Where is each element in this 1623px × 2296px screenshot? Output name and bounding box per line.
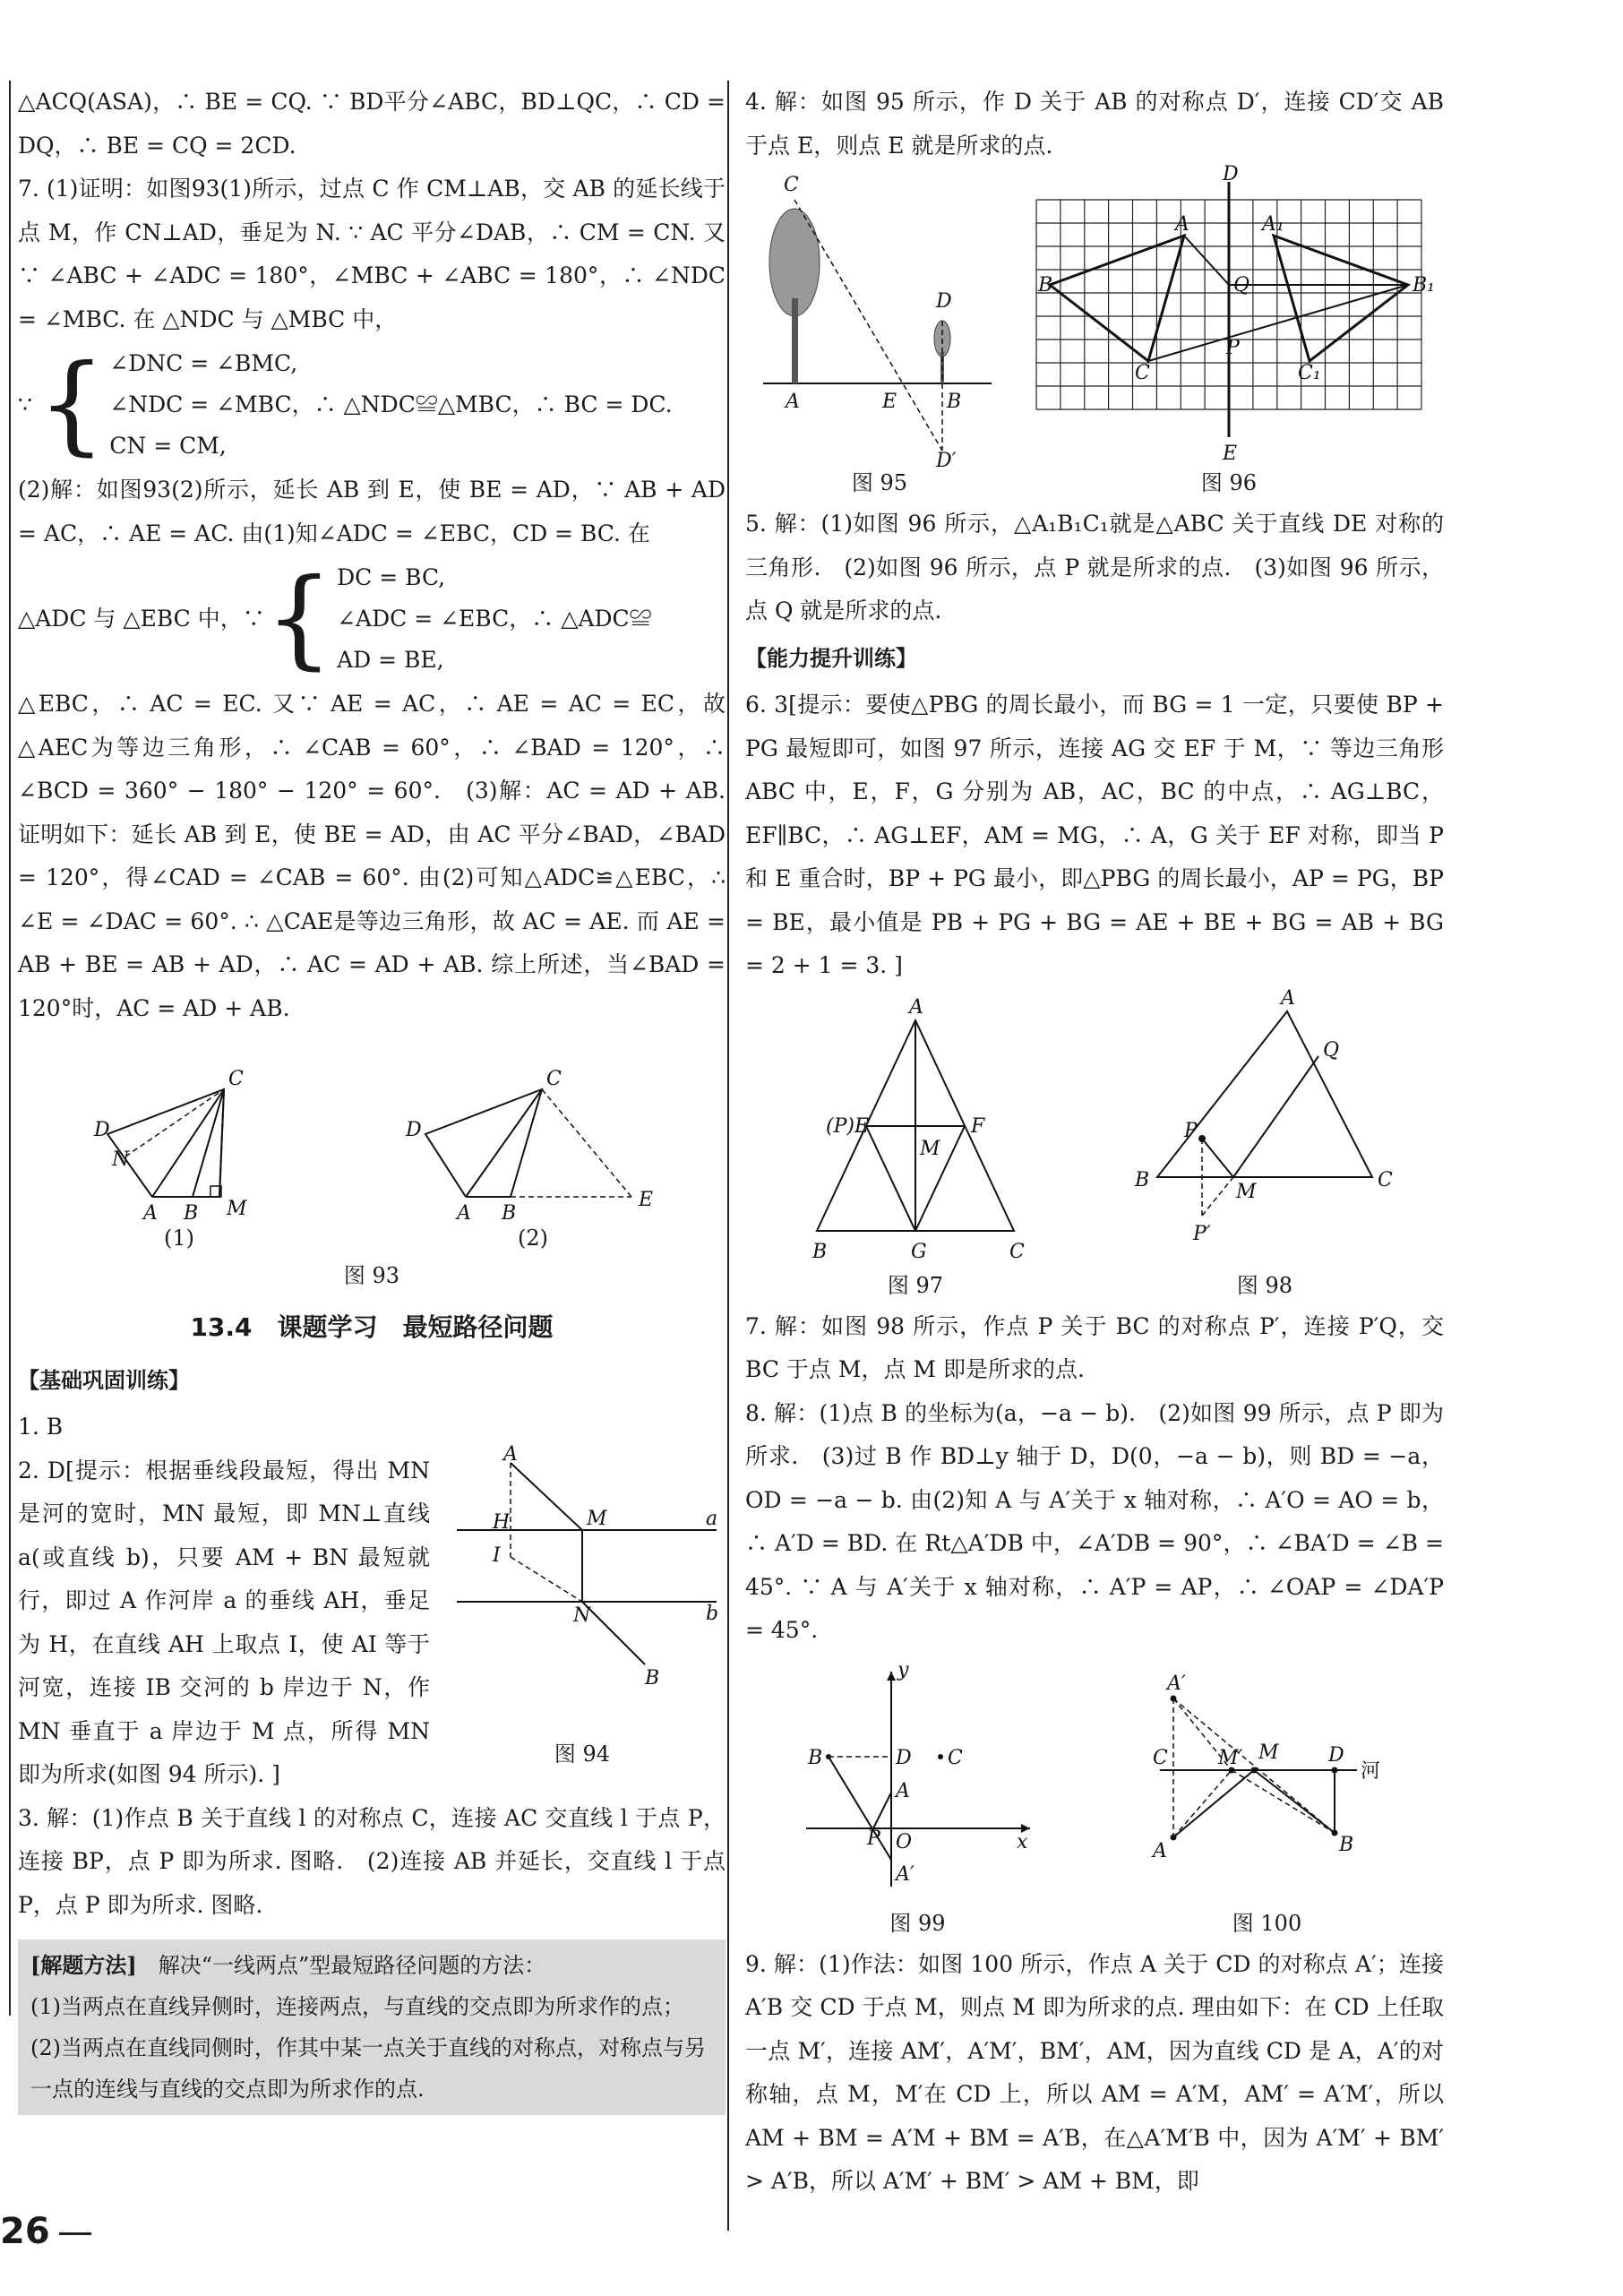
figure-100 [1133, 1658, 1402, 1938]
figure-97-caption: 图 97 [887, 1272, 944, 1298]
answer-9: 9. 解：(1)作法：如图 100 所示，作点 A 关于 CD 的对称点 A′；连接 A′B 交 CD 于点 M，则点 M 即为所求的点. 理由如下：在 CD 上任取一点 M′，连接 AM′，A′M′，BM′，AM，因为直线 CD 是 A，A′的对称轴，点 M，M′在 CD 上，所以 AM = A′M，AM′ = A′M′，所以 AM + BM = A′M + BM = A′B，在△A′M′B 中，因为 A′M′ + BM′ > A′B，所以 A′M′ + BM′ > AM + BM，即 [745, 1950, 1444, 2194]
svg-text:D: D [1327, 1743, 1344, 1767]
figure-95 [759, 173, 1000, 497]
svg-text:A: A [909, 995, 923, 1019]
svg-text:E: E [1223, 443, 1238, 465]
svg-text:C: C [1152, 1746, 1168, 1769]
svg-text:x: x [1016, 1830, 1027, 1853]
method-tip-box [18, 1939, 726, 2115]
answer-7: 7. 解：如图 98 所示，作点 P 关于 BC 的对称点 P′，连接 P′Q，交 BC 于点 M，点 M 即是所求的点. [745, 1312, 1444, 1382]
svg-text:A: A [895, 1779, 910, 1802]
page-number [0, 2211, 91, 2252]
svg-text:C: C [947, 1746, 963, 1769]
svg-text:C: C [228, 1068, 244, 1090]
advanced-training-tag: 【能力提升训练】 [745, 645, 917, 671]
svg-text:P: P [866, 1827, 880, 1850]
svg-text:Q: Q [1323, 1038, 1340, 1062]
para-6-end: △ACQ(ASA)，∴ BE = CQ. ∵ BD平分∠ABC，BD⊥QC，∴ CD = DQ，∴ BE = CQ = 2CD. [18, 89, 726, 159]
svg-text:D: D [936, 290, 952, 313]
svg-text:C: C [1378, 1168, 1393, 1191]
svg-text:O: O [895, 1830, 912, 1853]
figure-99-caption: 图 99 [889, 1910, 946, 1936]
svg-text:B: B [1038, 274, 1053, 297]
section-title: 13.4 课题学习 最短路径问题 [190, 1312, 554, 1342]
answer-2: 2. D[提示：根据垂线段最短，得出 MN 是河的宽时，MN 最短，即 MN⊥直线 a(或直线 b)，只要 AM + BN 最短就行，即过 A 作河岸 a 的垂线 AH，垂足为 H，在直线 AH 上取点 I，使 AI 等于河宽，连接 IB 交河的 b 岸边于 N，作 MN 垂直于 a 岸边于 M 点，所得 MN 即为所求(如图 94 所示). ] [18, 1457, 430, 1787]
figures-95-96 [745, 163, 1444, 497]
system-7-2-prefix: △ADC 与 △EBC 中，∵ [18, 605, 265, 632]
svg-text:b: b [706, 1602, 719, 1625]
left-margin-rule [9, 81, 11, 2016]
para-7-part1: 7. (1)证明：如图93(1)所示，过点 C 作 CM⊥AB，交 AB 的延长线于点 M，作 CN⊥AD，垂足为 N. ∵ AC 平分∠DAB，∴ CM = CN. 又∵ ∠ABC + ∠ADC = 180°，∠MBC + ∠ABC = 180°，∴ ∠NDC = ∠MBC. 在 △NDC 与 △MBC 中， [18, 176, 726, 332]
column-divider [727, 81, 729, 2231]
svg-text:E: E [639, 1189, 654, 1211]
svg-text:M: M [1236, 1180, 1257, 1203]
svg-text:A₁: A₁ [1262, 213, 1284, 236]
system-7-2-line3: AD = BE, [337, 647, 444, 673]
figure-100-caption: 图 100 [1232, 1910, 1302, 1936]
figure-94-caption: 图 94 [554, 1741, 611, 1767]
svg-text:F: F [971, 1114, 985, 1138]
river-label: 河 [1360, 1759, 1380, 1783]
svg-text:B: B [947, 391, 962, 413]
svg-text:H: H [493, 1510, 511, 1534]
tip-title: [解题方法] [30, 1952, 137, 1978]
svg-text:Q: Q [1233, 274, 1250, 297]
figure-96 [1027, 163, 1435, 497]
svg-text:B₁: B₁ [1413, 274, 1435, 297]
system-7-1-line3: CN = CM, [109, 433, 227, 459]
basic-training-tag: 【基础巩固训练】 [18, 1367, 190, 1393]
system-7-2-line1: DC = BC, [337, 564, 446, 590]
para-7-part3: △EBC，∴ AC = EC. 又∵ AE = AC，∴ AE = AC = EC，故△AEC为等边三角形，∴ ∠CAB = 60°，∴ ∠BAD = 120°，∴ ∠BCD = 360° − 180° − 120° = 60°. (3)解：AC = AD + AB. 证明如下：延长 AB 到 E，使 BE = AD，由 AC 平分∠BAD，∠BAD = 120°，得∠CAD = ∠CAB = 60°. 由(2)可知△ADC≌△EBC，∴ ∠E = ∠DAC = 60°. ∴ △CAE是等边三角形，故 AC = AE. 而 AE = AB + BE = AB + AD，∴ AC = AD + AB. 综上所述，当∠BAD = 120°时，AC = AD + AB. [18, 691, 726, 1021]
svg-text:D: D [94, 1119, 110, 1141]
svg-text:y: y [897, 1658, 908, 1681]
answer-6: 6. 3[提示：要使△PBG 的周长最小，而 BG = 1 一定，只要使 BP + PG 最短即可，如图 97 所示，连接 AG 交 EF 于 M，∵ 等边三角形 ABC 中，E，F，G 分别为 AB，AC，BC 的中点，∴ AG⊥BC，EF∥BC，∴ AG⊥EF，AM = MG，∴ A，G 关于 EF 对称，即当 P 和 E 重合时，BP + PG 最小，即△PBG 的周长最小，AP = PG，BP = BE，最小值是 PB + PG + BG = AE + BE + BG = AB + BG = 2 + 1 = 3. ] [745, 692, 1444, 978]
svg-text:A: A [786, 391, 800, 413]
svg-text:I: I [493, 1544, 501, 1567]
question-2-block [18, 1442, 726, 1797]
answer-1: 1. B [18, 1414, 64, 1440]
svg-text:A: A [457, 1202, 471, 1225]
figure-97 [781, 993, 1050, 1300]
figure-96-caption: 图 96 [1200, 470, 1258, 495]
figure-93-2-label: (2) [518, 1225, 548, 1251]
svg-text:D: D [895, 1746, 912, 1769]
svg-text:G: G [911, 1240, 927, 1263]
svg-text:M: M [227, 1198, 247, 1220]
svg-text:A: A [1152, 1839, 1167, 1862]
figure-93-2 [399, 1036, 667, 1252]
figures-99-100 [745, 1658, 1444, 1938]
svg-text:(P)E: (P)E [826, 1114, 870, 1138]
answer-3: 3. 解：(1)作点 B 关于直线 l 的对称点 C，连接 AC 交直线 l 于点 P，连接 BP，点 P 即为所求. 图略. (2)连接 AB 并延长，交直线 l 于点 P，点 P 即为所求. 图略. [18, 1804, 726, 1918]
figure-93-1 [76, 1036, 282, 1252]
svg-text:B: B [812, 1240, 828, 1263]
figure-93 [18, 1036, 726, 1252]
answer-4: 4. 解：如图 95 所示，作 D 关于 AB 的对称点 D′，连接 CD′交 AB 于点 E，则点 E 就是所求的点. [745, 89, 1444, 159]
svg-text:B: B [645, 1666, 660, 1690]
svg-text:B: B [184, 1202, 199, 1225]
svg-text:N: N [573, 1604, 591, 1627]
svg-text:A′: A′ [895, 1862, 915, 1886]
svg-text:C: C [1135, 362, 1150, 384]
right-column [745, 81, 1444, 2204]
svg-text:D: D [1223, 163, 1239, 185]
tip-item-2: (2)当两点在直线同侧时，作其中某一点关于直线的对称点，对称点与另一点的连线与直线的交点即为所求作的点. [30, 2035, 706, 2102]
svg-text:M: M [920, 1137, 940, 1160]
svg-text:P: P [1226, 337, 1240, 359]
page-number-dash [59, 2232, 91, 2235]
system-7-1: ∵ { ∠DNC = ∠BMC, ∠NDC = ∠MBC，∴ △NDC≌△MBC，∴ BC = DC. CN = CM, [18, 342, 673, 467]
system-7-2-line2: ∠ADC = ∠EBC，∴ △ADC≌ [337, 606, 652, 632]
svg-text:a: a [706, 1507, 718, 1530]
figures-97-98 [745, 986, 1444, 1300]
svg-text:A: A [1175, 213, 1189, 236]
svg-text:M′: M′ [1217, 1746, 1243, 1769]
para-7-part2: (2)解：如图93(2)所示，延长 AB 到 E，使 BE = AD，∵ AB + AD = AC，∴ AE = AC. 由(1)知∠ADC = ∠EBC，CD = BC. 在 [18, 477, 726, 546]
svg-text:P′: P′ [1193, 1222, 1211, 1245]
svg-text:N: N [112, 1148, 130, 1171]
figure-98-caption: 图 98 [1236, 1272, 1293, 1298]
svg-text:M: M [1258, 1741, 1279, 1764]
answer-5: 5. 解：(1)如图 96 所示，△A₁B₁C₁就是△ABC 关于直线 DE 对称的三角形. (2)如图 96 所示，点 P 就是所求的点. (3)如图 96 所示，点 Q 就是所求的点. [745, 511, 1444, 623]
svg-text:C: C [784, 174, 799, 196]
svg-text:A: A [503, 1442, 518, 1466]
figure-95-caption: 图 95 [851, 470, 908, 495]
figure-99 [788, 1658, 1048, 1938]
figure-94 [439, 1442, 726, 1797]
figure-93-1-label: (1) [164, 1225, 194, 1251]
system-7-1-line2: ∠NDC = ∠MBC，∴ △NDC≌△MBC，∴ BC = DC. [109, 391, 673, 417]
svg-text:M: M [587, 1507, 607, 1530]
svg-text:A: A [1281, 986, 1295, 1010]
svg-text:P: P [1184, 1119, 1198, 1142]
left-column [18, 81, 726, 2115]
svg-text:B: B [807, 1746, 822, 1769]
svg-text:B: B [502, 1202, 517, 1225]
system-7-2: △ADC 与 △EBC 中，∵ { DC = BC, ∠ADC = ∠EBC，∴ △ADC≌ AD = BE, [18, 556, 652, 681]
svg-text:C: C [546, 1068, 562, 1090]
svg-text:D′: D′ [936, 450, 957, 472]
page-number-text: 26 [0, 2211, 50, 2252]
svg-text:B: B [1338, 1833, 1353, 1856]
svg-text:D: D [406, 1119, 422, 1141]
svg-text:E: E [882, 391, 897, 413]
answer-8: 8. 解：(1)点 B 的坐标为(a，−a − b). (2)如图 99 所示，点 P 即为所求. (3)过 B 作 BD⊥y 轴于 D，D(0，−a − b)，则 BD = −a，OD = −a − b. 由(2)知 A 与 A′关于 x 轴对称，∴ A′O = AO = b，∴ A′D = BD. 在 Rt△A′DB 中，∠A′DB = 90°，∴ ∠BA′D = ∠B = 45°. ∵ A 与 A′关于 x 轴对称，∴ A′P = AP，∴ ∠OAP = ∠DA′P = 45°. [745, 1399, 1444, 1643]
svg-text:B: B [1135, 1168, 1150, 1191]
svg-text:A′: A′ [1166, 1672, 1186, 1695]
tip-intro: 解决“一线两点”型最短路径问题的方法： [158, 1953, 546, 1978]
svg-text:C: C [1009, 1240, 1025, 1263]
svg-text:A: A [143, 1202, 158, 1225]
tip-item-1: (1)当两点在直线异侧时，连接两点，与直线的交点即为所求作的点； [30, 1994, 684, 2019]
figure-98 [1121, 986, 1408, 1300]
system-7-1-line1: ∠DNC = ∠BMC, [109, 350, 298, 376]
svg-text:C₁: C₁ [1298, 362, 1321, 384]
figure-93-caption: 图 93 [343, 1263, 400, 1288]
